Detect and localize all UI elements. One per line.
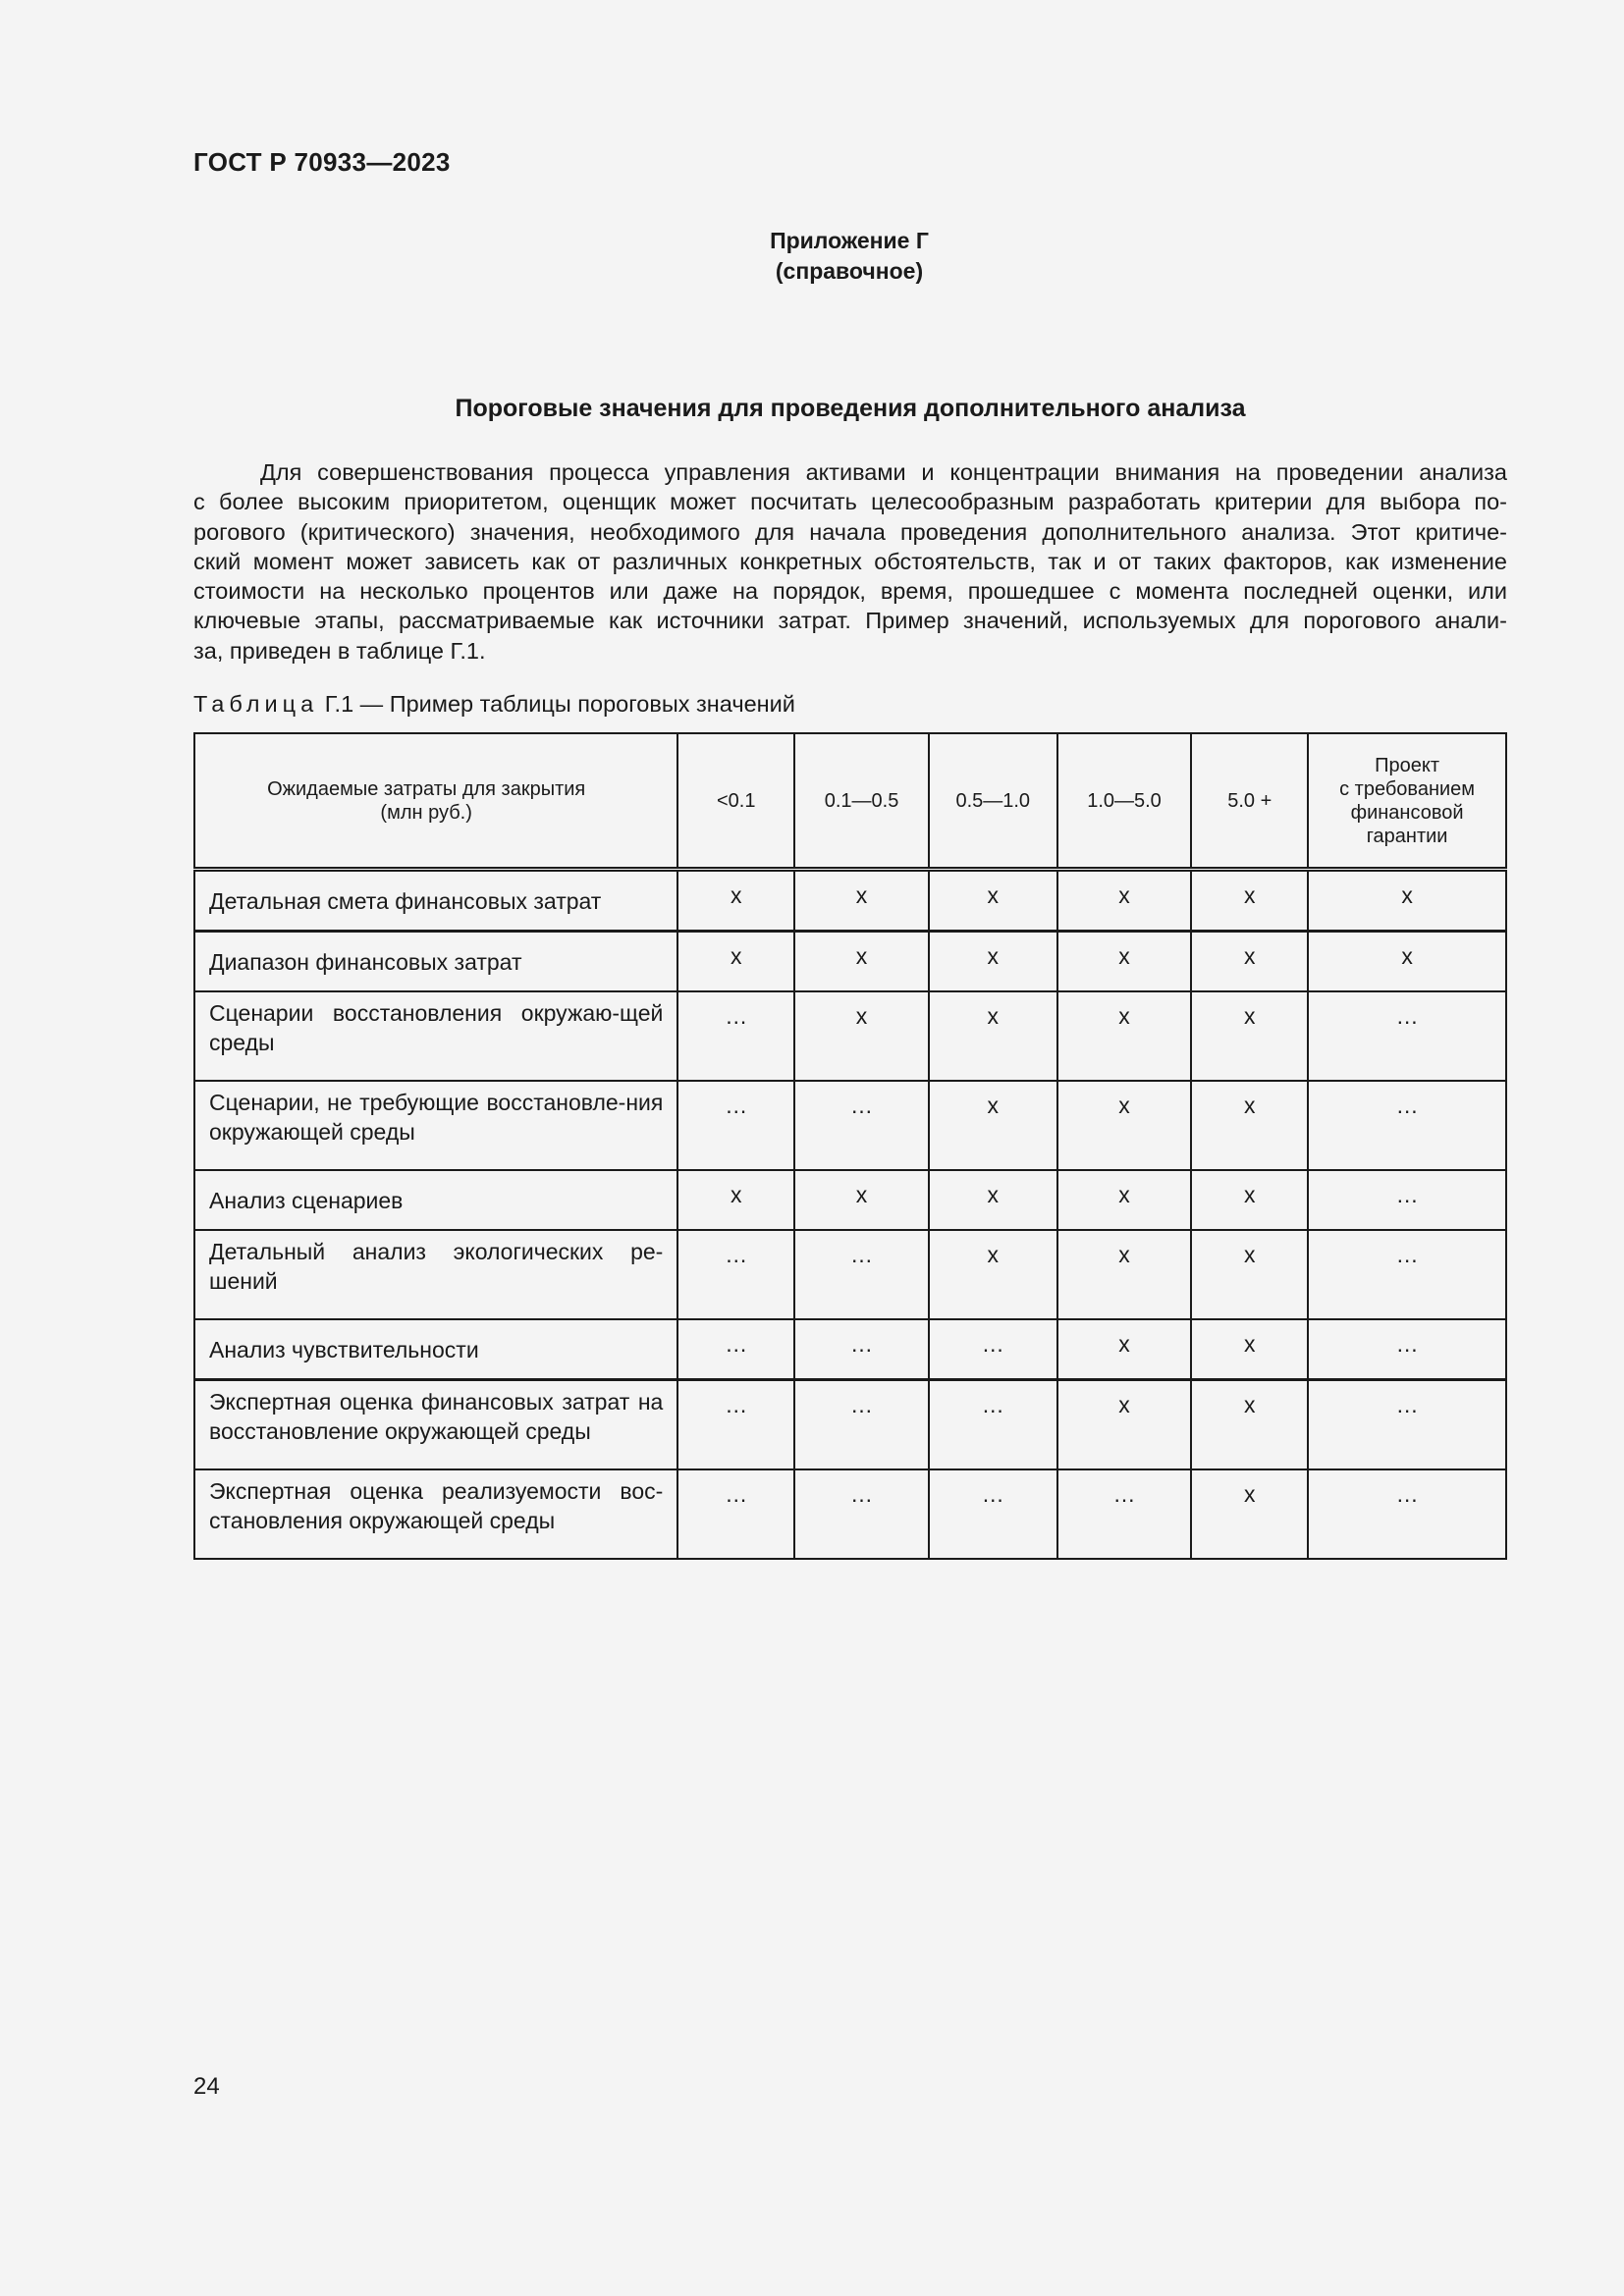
paragraph-line: рогового (критического) значения, необходимого для начала проведения дополнительного анализа. Этот критиче- — [193, 518, 1507, 545]
table-header-cell — [929, 733, 1057, 870]
table-cell: … — [794, 1081, 929, 1170]
table-row — [194, 1380, 1506, 1470]
threshold-table — [193, 732, 1507, 1560]
table-row — [194, 1469, 1506, 1559]
table-cell: x — [794, 1170, 929, 1230]
table-cell: … — [794, 1380, 929, 1470]
row-label: Экспертная оценка реализуемости вос-становления окружающей среды — [194, 1469, 677, 1559]
table-cell: … — [929, 1319, 1057, 1380]
table-cell: x — [1057, 870, 1192, 932]
table-row — [194, 1319, 1506, 1380]
table-cell: … — [794, 1319, 929, 1380]
table-header-cell — [677, 733, 794, 870]
paragraph-line: Для совершенствования процесса управления активами и концентрации внимания на проведении анализа — [260, 459, 1507, 485]
table-header-cell — [794, 733, 929, 870]
table-cell: … — [929, 1469, 1057, 1559]
table-cell: … — [677, 1380, 794, 1470]
table-cell: x — [1057, 932, 1192, 992]
header-range: 0.5—1.0 — [955, 789, 1031, 812]
table-row — [194, 932, 1506, 992]
table-cell: … — [1308, 1081, 1506, 1170]
table-cell: x — [1191, 991, 1308, 1081]
table-cell: … — [794, 1469, 929, 1559]
table-cell: x — [1191, 1319, 1308, 1380]
table-header-cell — [1191, 733, 1308, 870]
appendix-subtitle: (справочное) — [775, 258, 924, 284]
appendix-title: Приложение Г — [770, 228, 929, 253]
row-label: Анализ чувствительности — [194, 1319, 677, 1380]
table-cell: x — [1057, 1319, 1192, 1380]
table-caption-text: Г.1 — Пример таблицы пороговых значений — [324, 691, 795, 717]
table-cell: x — [677, 870, 794, 932]
table-cell: x — [1057, 1081, 1192, 1170]
table-cell: … — [677, 1319, 794, 1380]
table-cell: … — [677, 1469, 794, 1559]
table-cell: x — [677, 1170, 794, 1230]
row-label: Сценарии, не требующие восстановле-ния окружающей среды — [194, 1081, 677, 1170]
table-cell: x — [1057, 1380, 1192, 1470]
paragraph-line: стоимости на несколько процентов или даже на порядок, время, прошедшее с момента последней оценки, или — [193, 578, 1507, 605]
row-label: Детальный анализ экологических ре-шений — [194, 1230, 677, 1319]
table-cell: x — [1308, 870, 1506, 932]
table-caption — [193, 691, 795, 718]
table-row — [194, 1081, 1506, 1170]
table-cell: … — [677, 991, 794, 1081]
table-cell: … — [1308, 1469, 1506, 1559]
table-cell: x — [929, 870, 1057, 932]
table-cell: … — [677, 1081, 794, 1170]
table-cell: … — [1308, 1230, 1506, 1319]
table-cell: x — [1191, 1230, 1308, 1319]
table-cell: … — [677, 1230, 794, 1319]
row-label: Сценарии восстановления окружаю-щей среды — [194, 991, 677, 1081]
table-cell: x — [929, 932, 1057, 992]
table-cell: … — [1308, 1380, 1506, 1470]
paragraph-line: с более высоким приоритетом, оценщик может посчитать целесообразным разработать критерии для выбора по- — [193, 489, 1507, 515]
header-expected-costs: Ожидаемые затраты для закрытия (млн руб.) — [267, 777, 586, 824]
table-row — [194, 991, 1506, 1081]
table-cell: x — [1057, 1230, 1192, 1319]
table-cell: … — [1057, 1469, 1192, 1559]
header-range: <0.1 — [717, 789, 756, 812]
appendix-heading — [0, 226, 1624, 287]
table-cell: x — [794, 870, 929, 932]
table-cell: x — [929, 991, 1057, 1081]
body-paragraph — [193, 457, 1507, 666]
section-title: Пороговые значения для проведения дополнительного анализа — [455, 395, 1246, 422]
table-cell: x — [1191, 932, 1308, 992]
table-header-cell — [1057, 733, 1192, 870]
table-cell: x — [1057, 1170, 1192, 1230]
table-cell: x — [929, 1081, 1057, 1170]
page-number: 24 — [193, 2073, 220, 2100]
row-label: Детальная смета финансовых затрат — [194, 870, 677, 932]
table-caption-label: Таблица — [193, 691, 319, 717]
table-cell: … — [1308, 991, 1506, 1081]
table-cell: x — [1191, 1380, 1308, 1470]
table-header-cell — [1308, 733, 1506, 870]
header-range: 5.0 + — [1227, 789, 1272, 812]
table-header-row — [194, 733, 1506, 870]
table-row — [194, 1230, 1506, 1319]
table-cell: … — [794, 1230, 929, 1319]
table-cell: x — [1191, 1170, 1308, 1230]
table-cell: x — [929, 1230, 1057, 1319]
row-label: Экспертная оценка финансовых затрат на восстановление окружающей среды — [194, 1380, 677, 1470]
paragraph-line: за, приведен в таблице Г.1. — [193, 637, 486, 664]
header-range: 0.1—0.5 — [824, 789, 899, 812]
row-label: Анализ сценариев — [194, 1170, 677, 1230]
paragraph-line: ключевые этапы, рассматриваемые как источники затрат. Пример значений, используемых для порогового анали- — [193, 608, 1507, 634]
paragraph-line: ский момент может зависеть как от различных конкретных обстоятельств, так и от таких факторов, как изменение — [193, 548, 1507, 574]
header-range: 1.0—5.0 — [1087, 789, 1162, 812]
table-cell: x — [794, 932, 929, 992]
table-cell: … — [929, 1380, 1057, 1470]
table-row — [194, 1170, 1506, 1230]
table-cell: … — [1308, 1319, 1506, 1380]
table-cell: x — [1308, 932, 1506, 992]
table-cell: x — [929, 1170, 1057, 1230]
header-guarantee-project: Проект с требованием финансовой гарантии — [1339, 754, 1476, 847]
table-cell: x — [1057, 991, 1192, 1081]
document-code: ГОСТ Р 70933—2023 — [193, 147, 451, 177]
table-cell: x — [1191, 1469, 1308, 1559]
table-cell: x — [794, 991, 929, 1081]
table-cell: x — [1191, 1081, 1308, 1170]
table-row — [194, 870, 1506, 932]
table-cell: x — [1191, 870, 1308, 932]
table-cell: x — [677, 932, 794, 992]
table-header-cell — [194, 733, 677, 870]
table-cell: … — [1308, 1170, 1506, 1230]
row-label: Диапазон финансовых затрат — [194, 932, 677, 992]
